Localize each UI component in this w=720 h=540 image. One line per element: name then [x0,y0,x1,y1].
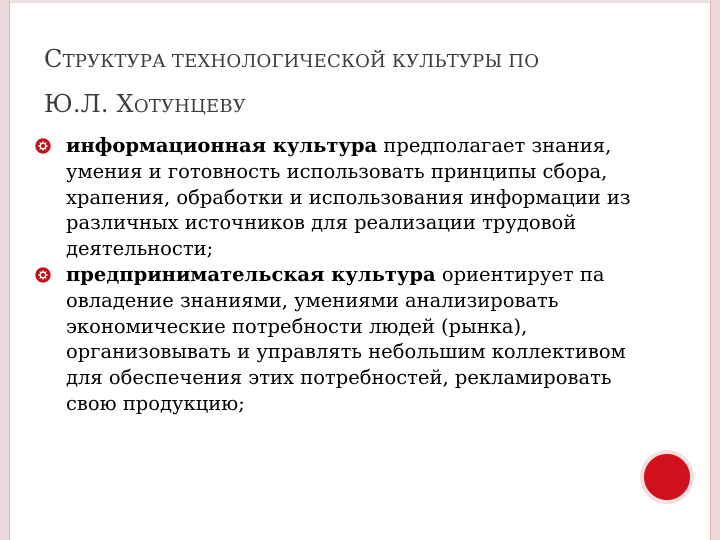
title-line-2 [44,83,664,128]
bullet-list [34,133,644,417]
title-initial: С [44,45,63,73]
gear-bullet-icon [34,266,52,284]
red-circle-decoration [640,450,694,504]
title-author-initials: Ю.Л. Х [44,90,134,118]
gear-bullet-icon [34,137,52,155]
right-border [710,0,720,540]
slide-title [44,38,664,128]
title-rest: ТРУКТУРА ТЕХНОЛОГИЧЕСКОЙ КУЛЬТУРЫ ПО [62,51,540,72]
item-text: предполагает знания, умения и готовность использовать принципы сбора, храпения, обработки и использования информации из различных источников для реализации трудовой деятельности; [66,134,631,261]
left-border [0,0,10,540]
item-term: информационная культура [66,134,378,157]
list-item [34,262,644,417]
title-line-1 [44,38,664,83]
item-term: предпринимательская культура [66,262,436,286]
top-border [0,0,720,3]
title-author-rest: ОТУНЦЕВУ [133,96,246,117]
list-item [34,133,644,262]
item-text: ориентирует па овладение знаниями, умениями анализировать экономические потребности людей (рынка), организовывать и управлять небольшим коллективом для обеспечения этих потребностей, рекламировать свою продукцию; [66,262,626,415]
